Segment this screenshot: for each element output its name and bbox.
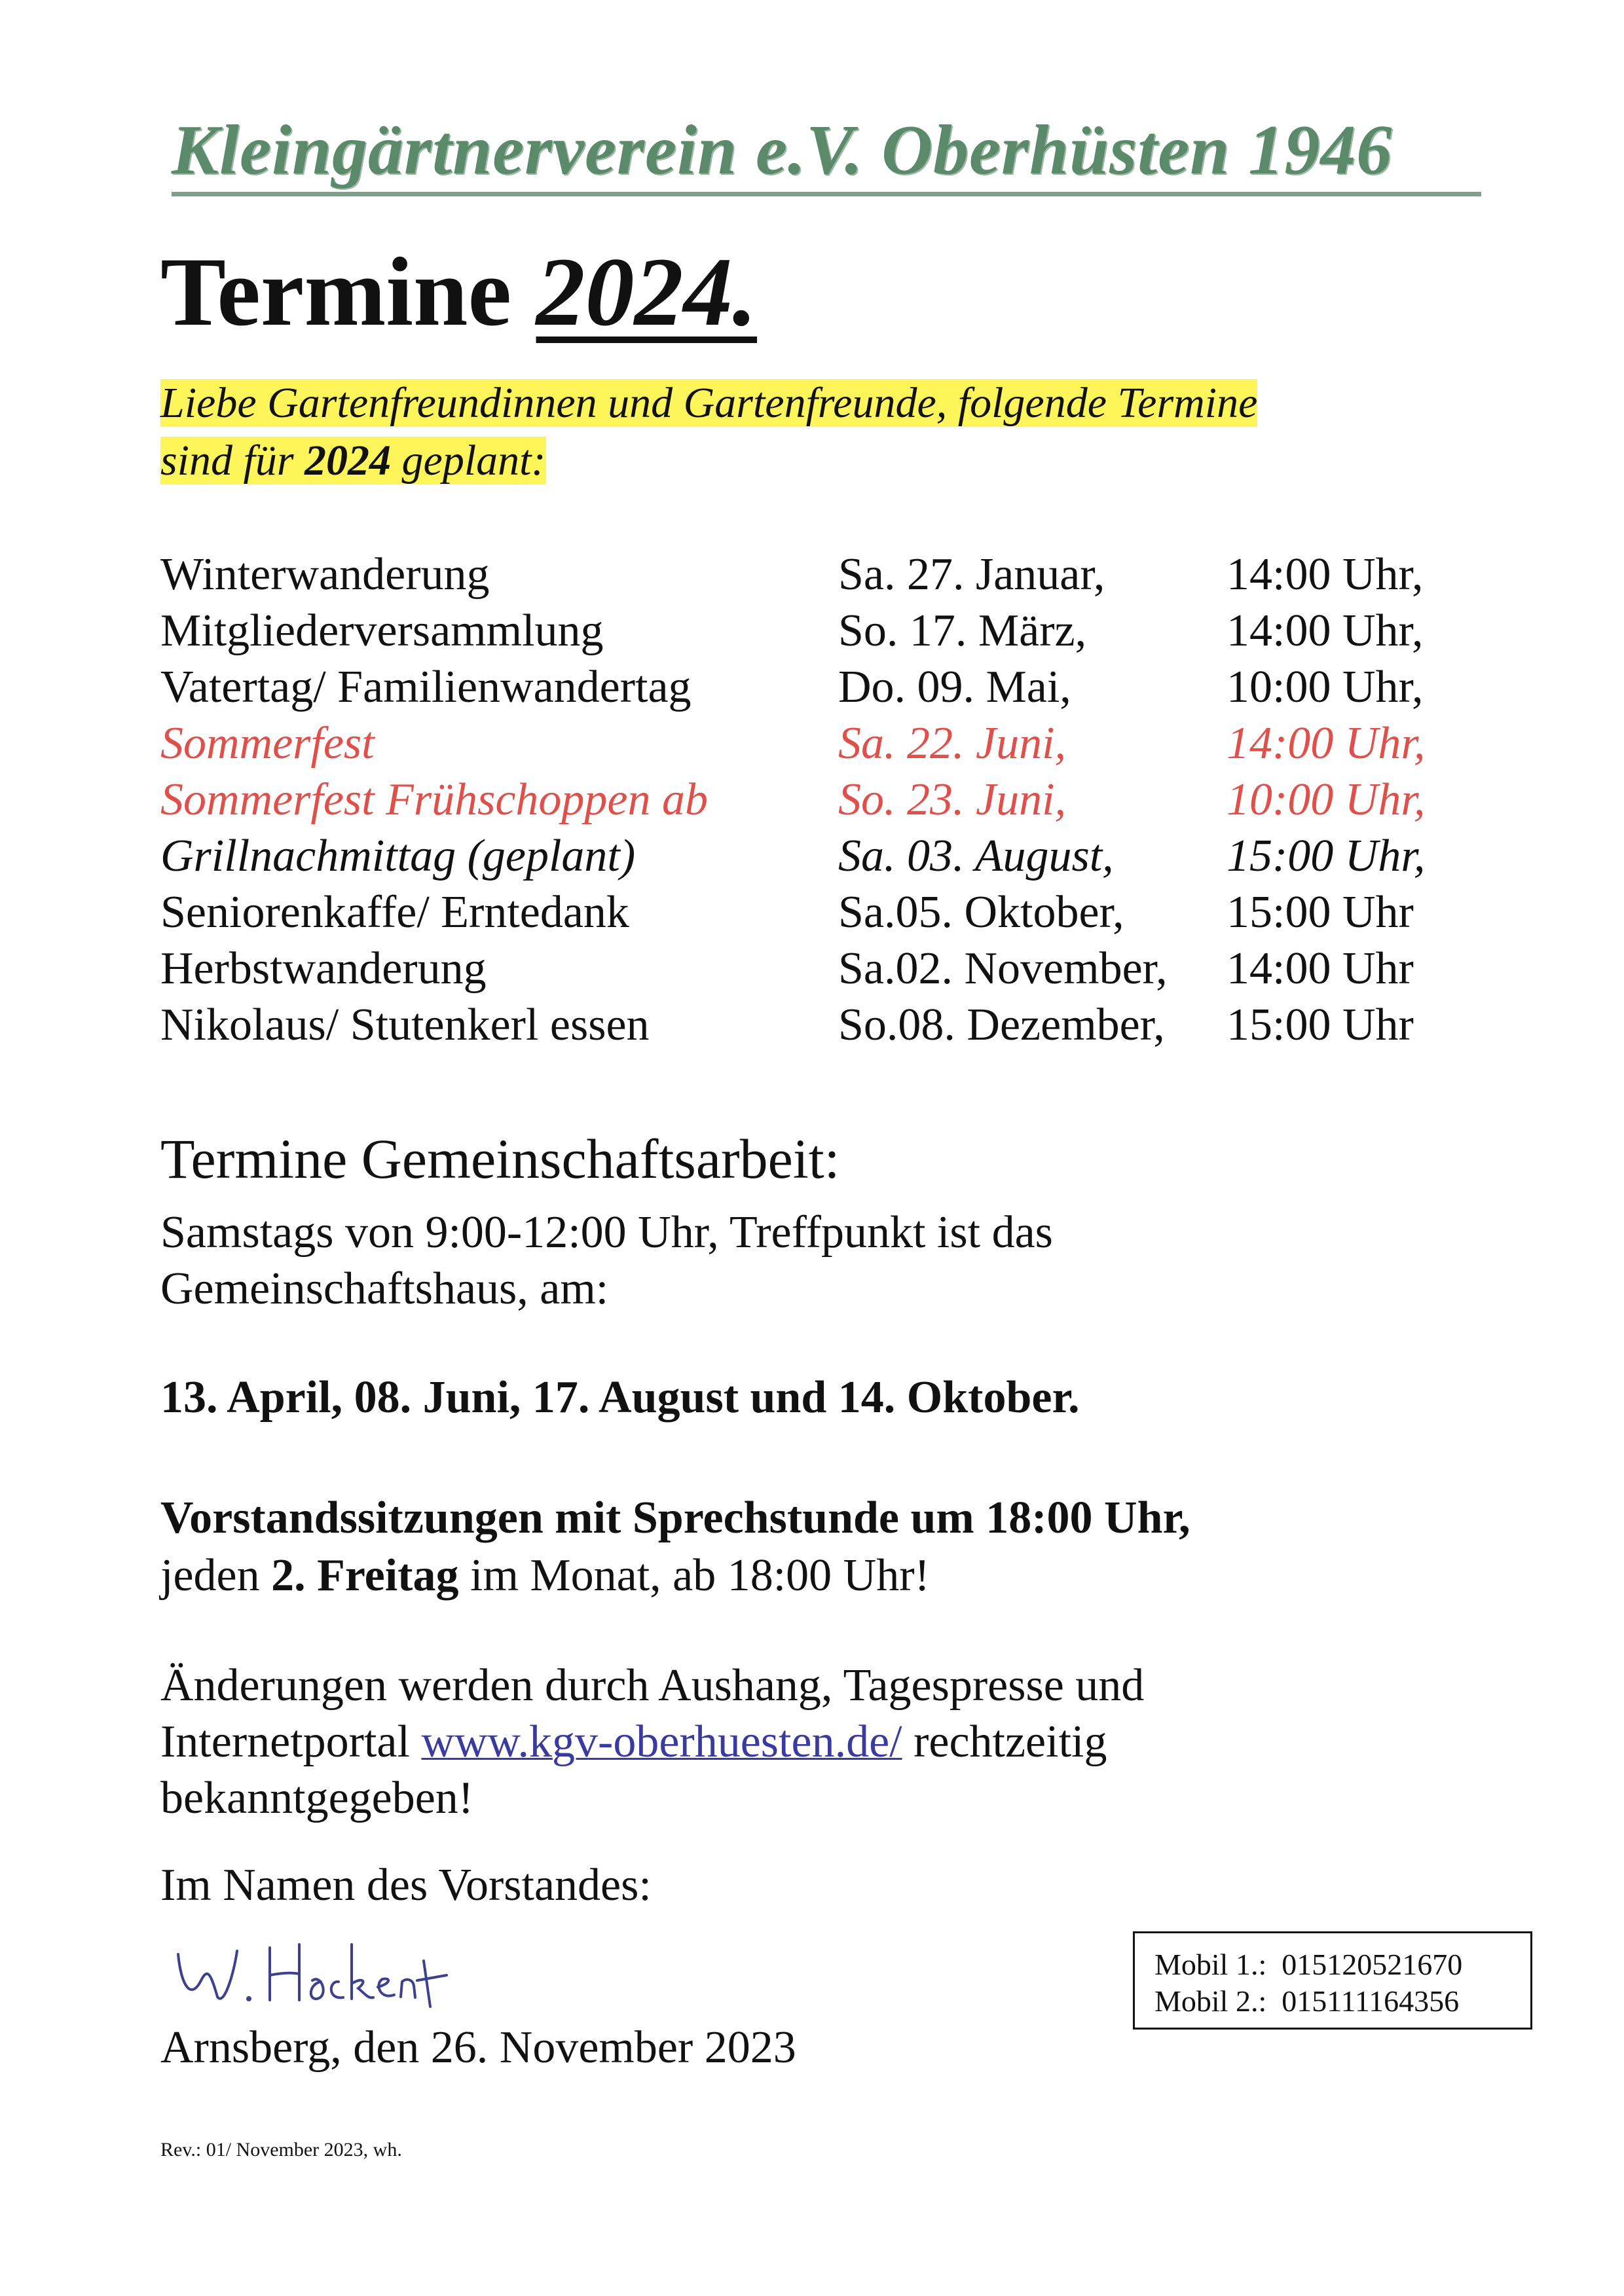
event-row-highlighted xyxy=(160,774,1470,830)
event-name: Sommerfest Frühschoppen ab xyxy=(160,774,709,825)
intro-line-2-end: geplant: xyxy=(391,437,546,484)
signature xyxy=(172,1935,473,2013)
community-work-dates: 13. April, 08. Juni, 17. August und 14. Oktober. xyxy=(160,1372,1080,1423)
event-date: Sa. 22. Juni, xyxy=(838,718,1067,769)
signoff-label: Im Namen des Vorstandes: xyxy=(160,1860,652,1910)
event-time: 15:00 Uhr xyxy=(1227,1000,1414,1050)
community-work-line-1: Samstags von 9:00-12:00 Uhr, Treffpunkt ist das xyxy=(160,1207,1053,1258)
intro-year: 2024 xyxy=(304,437,392,484)
mobile-2-number: 015111164356 xyxy=(1282,1984,1460,2018)
event-time: 10:00 Uhr, xyxy=(1227,774,1426,825)
events-table xyxy=(160,549,1470,1055)
board-meeting-text xyxy=(160,1489,1536,1605)
club-name-underline xyxy=(172,192,1481,196)
changes-notice xyxy=(160,1658,1470,1827)
intro-line-2-start: sind für xyxy=(160,437,305,484)
event-time: 14:00 Uhr, xyxy=(1227,549,1424,600)
event-name: Seniorenkaffe/ Erntedank xyxy=(160,887,629,938)
event-time: 10:00 Uhr, xyxy=(1227,662,1424,712)
event-name: Grillnachmittag (geplant) xyxy=(160,831,636,881)
event-row xyxy=(160,886,1470,943)
community-work-line-2: Gemeinschaftshaus, am: xyxy=(160,1264,609,1314)
contact-mobile-1 xyxy=(1154,1946,1530,1983)
event-name: Nikolaus/ Stutenkerl essen xyxy=(160,1000,650,1050)
event-time: 15:00 Uhr xyxy=(1227,887,1414,938)
contact-box xyxy=(1133,1931,1532,2030)
intro-line-2 xyxy=(160,437,546,484)
intro-text xyxy=(160,374,1470,490)
event-date: So.08. Dezember, xyxy=(838,1000,1165,1050)
board-meeting-line-2-start: jeden xyxy=(160,1550,272,1601)
community-work-heading: Termine Gemeinschaftsarbeit: xyxy=(160,1127,840,1190)
changes-line-2-end: rechtzeitig xyxy=(902,1717,1107,1767)
club-name: Kleingärtnerverein e.V. Oberhüsten 1946 xyxy=(172,111,1393,189)
place-and-date: Arnsberg, den 26. November 2023 xyxy=(160,2022,796,2073)
intro-line-1: Liebe Gartenfreundinnen und Gartenfreunde, folgende Termine xyxy=(160,379,1258,427)
community-work-text xyxy=(160,1205,1470,1317)
event-time: 14:00 Uhr, xyxy=(1227,606,1424,656)
event-row-planned xyxy=(160,830,1470,886)
contact-mobile-2 xyxy=(1154,1983,1530,2020)
board-meeting-line-2-end: im Monat, ab 18:00 Uhr! xyxy=(458,1550,930,1601)
board-meeting-line-1: Vorstandssitzungen mit Sprechstunde um 18:00 Uhr, xyxy=(160,1493,1190,1543)
event-date: Sa. 27. Januar, xyxy=(838,549,1105,600)
title-year: 2024. xyxy=(536,238,758,346)
website-link[interactable]: www.kgv-oberhuesten.de/ xyxy=(421,1717,902,1767)
mobile-2-label: Mobil 2.: xyxy=(1154,1984,1267,2018)
event-date: Do. 09. Mai, xyxy=(838,662,1071,712)
event-name: Sommerfest xyxy=(160,718,375,769)
event-row xyxy=(160,661,1470,718)
page-title xyxy=(160,236,757,348)
event-row xyxy=(160,943,1470,999)
title-word: Termine xyxy=(160,238,512,346)
mobile-1-number: 015120521670 xyxy=(1282,1948,1463,1981)
changes-line-2-start: Internetportal xyxy=(160,1717,422,1767)
event-name: Winterwanderung xyxy=(160,549,490,600)
event-name: Mitgliederversammlung xyxy=(160,606,604,656)
event-time: 14:00 Uhr xyxy=(1227,943,1414,994)
event-name: Herbstwanderung xyxy=(160,943,487,994)
event-row xyxy=(160,999,1470,1055)
revision-note: Rev.: 01/ November 2023, wh. xyxy=(160,2139,402,2160)
event-date: Sa.02. November, xyxy=(838,943,1168,994)
event-row-highlighted xyxy=(160,718,1470,774)
event-date: Sa. 03. August, xyxy=(838,831,1114,881)
event-time: 15:00 Uhr, xyxy=(1227,831,1426,881)
changes-line-3: bekanntgegeben! xyxy=(160,1773,474,1823)
event-name: Vatertag/ Familienwandertag xyxy=(160,662,692,712)
event-time: 14:00 Uhr, xyxy=(1227,718,1426,769)
event-row xyxy=(160,549,1470,605)
changes-line-1: Änderungen werden durch Aushang, Tagespresse und xyxy=(160,1660,1145,1711)
event-row xyxy=(160,605,1470,661)
event-date: So. 23. Juni, xyxy=(838,774,1067,825)
mobile-1-label: Mobil 1.: xyxy=(1154,1948,1267,1981)
event-date: Sa.05. Oktober, xyxy=(838,887,1124,938)
event-date: So. 17. März, xyxy=(838,606,1087,656)
board-meeting-day: 2. Freitag xyxy=(271,1550,459,1601)
